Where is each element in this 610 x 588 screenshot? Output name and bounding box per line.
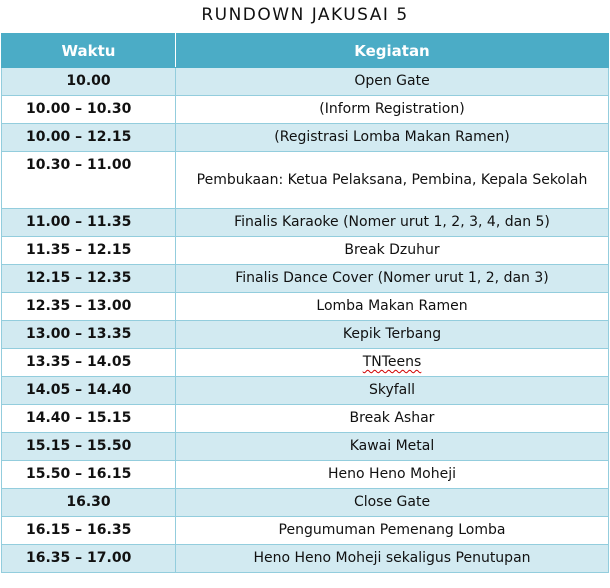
- waktu-cell: 16.30: [2, 489, 176, 517]
- kegiatan-cell: (Registrasi Lomba Makan Ramen): [176, 124, 609, 152]
- waktu-cell: 15.15 – 15.50: [2, 433, 176, 461]
- waktu-cell: 10.00 – 12.15: [2, 124, 176, 152]
- waktu-cell: 14.05 – 14.40: [2, 377, 176, 405]
- waktu-cell: 14.40 – 15.15: [2, 405, 176, 433]
- kegiatan-cell: Heno Heno Moheji: [176, 461, 609, 489]
- waktu-cell: 11.00 – 11.35: [2, 209, 176, 237]
- header-waktu: Waktu: [2, 34, 176, 68]
- waktu-cell: 10.00 – 10.30: [2, 96, 176, 124]
- kegiatan-cell: Close Gate: [176, 489, 609, 517]
- waktu-cell: 13.00 – 13.35: [2, 321, 176, 349]
- kegiatan-cell: Lomba Makan Ramen: [176, 293, 609, 321]
- table-row: [2, 237, 609, 265]
- waktu-cell: 15.50 – 16.15: [2, 461, 176, 489]
- table-row: [2, 124, 609, 152]
- kegiatan-cell: Open Gate: [176, 68, 609, 96]
- header-kegiatan: Kegiatan: [176, 34, 609, 68]
- kegiatan-cell: Finalis Karaoke (Nomer urut 1, 2, 3, 4, dan 5): [176, 209, 609, 237]
- kegiatan-cell: Kepik Terbang: [176, 321, 609, 349]
- spellcheck-word: TNTeens: [362, 354, 422, 370]
- table-row: [2, 293, 609, 321]
- table-row: [2, 405, 609, 433]
- waktu-cell: 10.00: [2, 68, 176, 96]
- kegiatan-cell: Finalis Dance Cover (Nomer urut 1, 2, dan 3): [176, 265, 609, 293]
- waktu-cell: 12.15 – 12.35: [2, 265, 176, 293]
- table-row: [2, 349, 609, 377]
- table-header-row: [2, 34, 609, 68]
- table-row: [2, 517, 609, 545]
- table-row: [2, 489, 609, 517]
- table-row: [2, 461, 609, 489]
- kegiatan-cell: Break Dzuhur: [176, 237, 609, 265]
- table-row: [2, 265, 609, 293]
- waktu-cell: 13.35 – 14.05: [2, 349, 176, 377]
- waktu-cell: 11.35 – 12.15: [2, 237, 176, 265]
- kegiatan-cell: [176, 349, 609, 377]
- table-row: [2, 209, 609, 237]
- kegiatan-cell: Heno Heno Moheji sekaligus Penutupan: [176, 545, 609, 573]
- table-row: [2, 377, 609, 405]
- waktu-cell: 16.35 – 17.00: [2, 545, 176, 573]
- kegiatan-cell: Pengumuman Pemenang Lomba: [176, 517, 609, 545]
- kegiatan-cell: Pembukaan: Ketua Pelaksana, Pembina, Kepala Sekolah: [176, 152, 609, 209]
- kegiatan-cell: Skyfall: [176, 377, 609, 405]
- table-row: [2, 68, 609, 96]
- table-row: [2, 433, 609, 461]
- table-row: [2, 321, 609, 349]
- waktu-cell: 12.35 – 13.00: [2, 293, 176, 321]
- waktu-cell: 16.15 – 16.35: [2, 517, 176, 545]
- page-title: RUNDOWN JAKUSAI 5: [201, 5, 409, 25]
- kegiatan-cell: (Inform Registration): [176, 96, 609, 124]
- rundown-table: [1, 33, 609, 573]
- waktu-cell: 10.30 – 11.00: [2, 152, 176, 209]
- table-row: [2, 545, 609, 573]
- table-row: [2, 152, 609, 209]
- kegiatan-cell: Break Ashar: [176, 405, 609, 433]
- table-row: [2, 96, 609, 124]
- kegiatan-cell: Kawai Metal: [176, 433, 609, 461]
